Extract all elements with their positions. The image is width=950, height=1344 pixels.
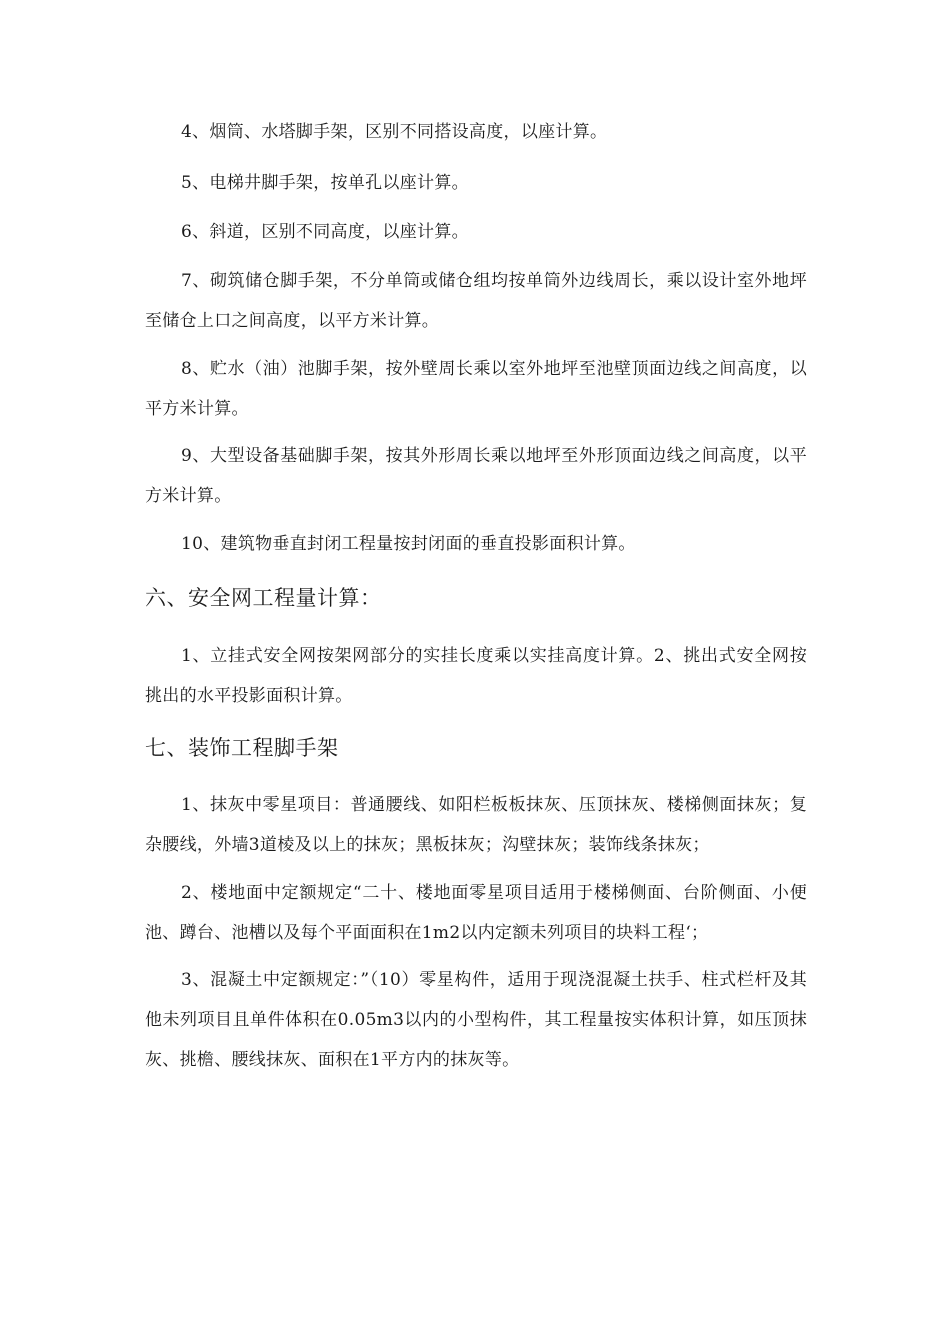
item-6-ramp: 6、斜道，区别不同高度，以座计算。 — [181, 222, 469, 242]
item-10-vertical-enclosure: 10、建筑物垂直封闭工程量按封闭面的垂直投影面积计算。 — [181, 534, 636, 554]
item-8-pool-scaffold: 8、贮水（油）池脚手架，按外壁周长乘以室外地坪至池壁顶面边线之间高度，以平方米计算。 — [145, 359, 807, 419]
item-5-elevator-shaft-scaffold: 5、电梯井脚手架，按单孔以座计算。 — [181, 173, 469, 193]
section-7-item-3: 3、混凝土中定额规定：”（10）零星构件，适用于现浇混凝土扶手、柱式栏杆及其他未列项目且单件体积在0.05m3以内的小型构件，其工程量按实体积计算，如压顶抹灰、挑檐、腰线抹灰、面积在1平方内的抹灰等。 — [145, 970, 807, 1070]
item-4-chimney-scaffold: 4、烟筒、水塔脚手架，区别不同搭设高度，以座计算。 — [181, 122, 608, 142]
section-6-heading: 六、安全网工程量计算： — [145, 586, 382, 610]
item-7-silo-scaffold: 7、砌筑储仓脚手架，不分单筒或储仓组均按单筒外边线周长，乘以设计室外地坪至储仓上口之间高度，以平方米计算。 — [145, 271, 807, 331]
section-6-paragraph: 1、立挂式安全网按架网部分的实挂长度乘以实挂高度计算。2、挑出式安全网按挑出的水平投影面积计算。 — [145, 646, 807, 706]
section-7-heading: 七、装饰工程脚手架 — [145, 736, 339, 760]
item-9-equipment-foundation-scaffold: 9、大型设备基础脚手架，按其外形周长乘以地坪至外形顶面边线之间高度，以平方米计算。 — [145, 446, 807, 506]
section-7-item-1: 1、抹灰中零星项目：普通腰线、如阳栏板板抹灰、压顶抹灰、楼梯侧面抹灰；复杂腰线，外墙3道棱及以上的抹灰；黑板抹灰；沟壁抹灰；装饰线条抹灰； — [145, 795, 807, 855]
section-7-item-2: 2、楼地面中定额规定“二十、楼地面零星项目适用于楼梯侧面、台阶侧面、小便池、蹲台、池槽以及每个平面面积在1m2以内定额未列项目的块料工程‘； — [145, 883, 807, 943]
